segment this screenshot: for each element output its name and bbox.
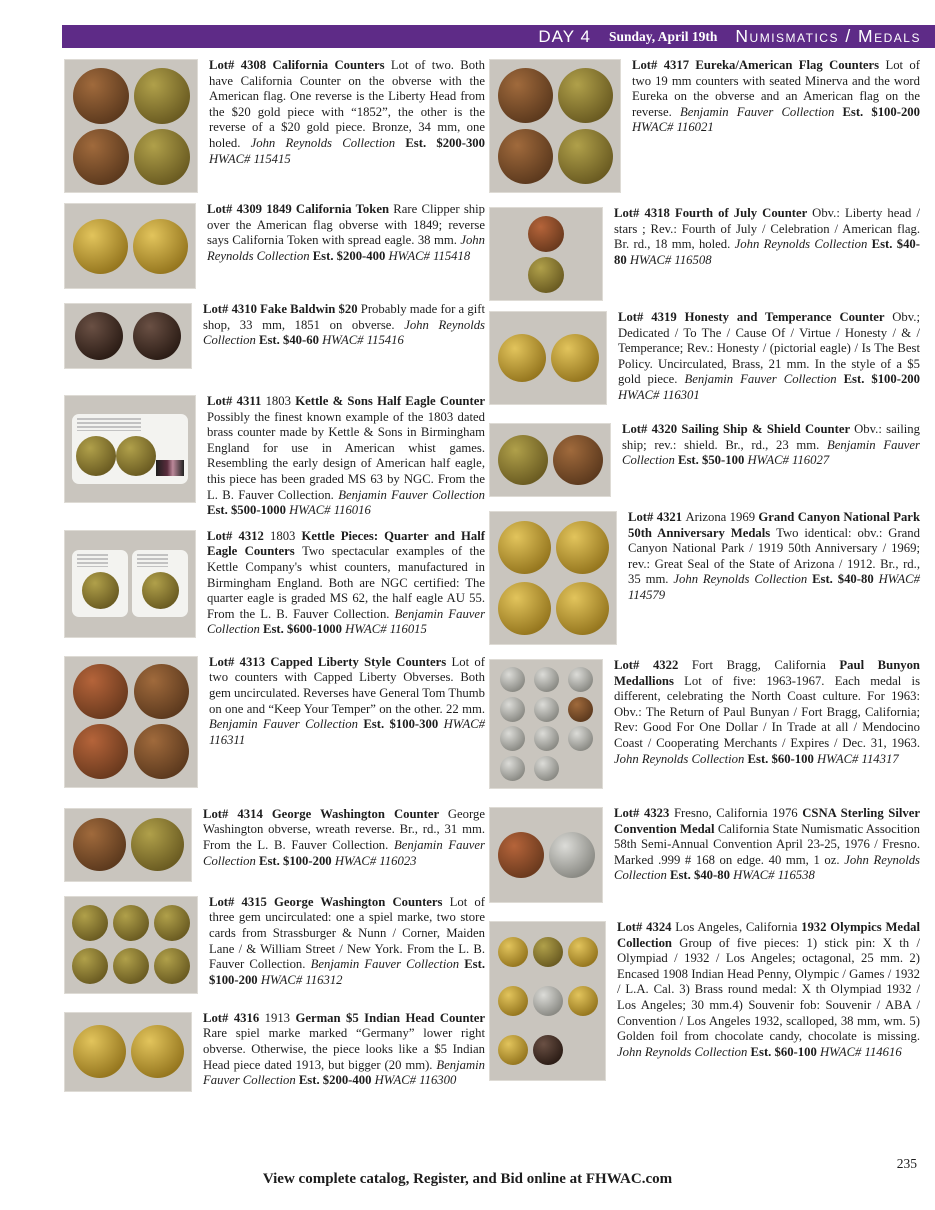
text-segment: Est. $600-1000 bbox=[263, 622, 346, 637]
page-number: 235 bbox=[896, 1156, 917, 1171]
text-segment: Lot of two counters with Capped Liberty Obverses. Both gem uncirculated. Reverses have General Tom Thumb on one and “Keep Your Temper” on the other. 22 mm. bbox=[209, 654, 485, 716]
text-segment: Est. $40-80 bbox=[670, 868, 734, 883]
lot-4308 bbox=[65, 58, 485, 196]
lot-4320-photo bbox=[490, 424, 610, 496]
text-segment: Obv.; Dedicated / To The / Cause Of / Virtue / Honesty / & / Temperance; Rev.: Honesty / (pictorial eagle) / Is The Best Policy. Uncirculated, Brass, 21 mm. In the style of a $5 gold piece. bbox=[618, 310, 920, 387]
text-segment: Est. $100-200 bbox=[842, 104, 920, 119]
silver-coin-icon bbox=[500, 667, 525, 692]
text-segment: Est. $60-100 bbox=[750, 1044, 820, 1059]
text-segment: Fort Bragg, California bbox=[691, 658, 840, 672]
text-segment: Arizona 1969 bbox=[685, 510, 759, 524]
text-segment: Lot# 4311 bbox=[207, 394, 266, 408]
bronze-coin-icon bbox=[73, 129, 129, 185]
olive-coin-icon bbox=[113, 948, 149, 984]
text-segment: John Reynolds Collection bbox=[250, 135, 406, 150]
text-segment: Lot of five: 1963-1967. Each medal is different, celebrating the North Coast culture. For 1963: Obv.: The Return of Paul Bunyan / Fort Bragg, California; Rev: Good For One Dollar / In Trade at all / Mendocino Coast / Cooperating Merchants / Expires / Dec. 31, 1963. bbox=[614, 673, 921, 750]
gold-coin-icon bbox=[73, 1025, 126, 1078]
column-left bbox=[65, 58, 485, 1095]
text-segment: Paul Bunyon Medallions bbox=[614, 658, 920, 688]
text-segment: Lot# 4321 bbox=[628, 510, 686, 524]
lot-4316 bbox=[65, 1011, 485, 1095]
text-segment: John Reynolds Collection bbox=[203, 317, 485, 348]
olive-coin-icon bbox=[72, 905, 108, 941]
text-segment: Est. $40-80 bbox=[812, 572, 879, 587]
bronze-coin-icon bbox=[498, 129, 553, 184]
olive-coin-icon bbox=[113, 905, 149, 941]
lot-4323-photo bbox=[490, 808, 602, 902]
olive-coin-icon bbox=[498, 435, 548, 485]
lot-4317-photo bbox=[490, 60, 620, 192]
gold-coin-icon bbox=[556, 582, 609, 635]
gold-coin-icon bbox=[498, 582, 551, 635]
olive-coin-icon bbox=[154, 948, 190, 984]
gold-coin-icon bbox=[498, 986, 528, 1016]
text-segment: Rare Clipper ship over the American flag obverse with 1849; reverse says California Token with spread eagle. 38 mm. bbox=[207, 202, 485, 248]
bronze-coin-icon bbox=[73, 818, 126, 871]
olive-coin-icon bbox=[82, 572, 119, 609]
olive-coin-icon bbox=[558, 129, 613, 184]
olive-coin-icon bbox=[142, 572, 179, 609]
text-segment: Lot# 4314 George Washington Counter bbox=[203, 806, 448, 821]
text-segment: HWAC# 116021 bbox=[632, 120, 714, 135]
gold-coin-icon bbox=[131, 1025, 184, 1078]
text-segment: HWAC# 116311 bbox=[209, 717, 485, 747]
silver-coin-icon bbox=[500, 756, 525, 781]
lot-4317 bbox=[490, 58, 920, 196]
text-segment: Kettle Pieces: Quarter and Half Eagle Counters bbox=[207, 528, 486, 559]
lot-4319 bbox=[490, 310, 920, 408]
footer-text: View complete catalog, Register, and Bid online at FHWAC.com bbox=[262, 1171, 673, 1187]
lot-4310-photo bbox=[65, 304, 191, 368]
gold-coin-icon bbox=[556, 521, 609, 574]
text-segment: Lot# 4316 bbox=[203, 1010, 265, 1025]
olive-coin-icon bbox=[528, 257, 564, 293]
text-segment: John Reynolds Collection bbox=[207, 233, 485, 263]
text-segment: Lot# 4319 Honesty and Temperance Counter bbox=[618, 310, 893, 324]
bronze-coin-icon bbox=[134, 664, 189, 719]
text-segment: Benjamin Fauver Collection bbox=[209, 717, 364, 732]
olive-coin-icon bbox=[134, 68, 190, 124]
text-segment: Lot# 4322 bbox=[614, 658, 692, 672]
text-segment: John Reynolds Collection bbox=[673, 572, 813, 587]
silver-coin-icon bbox=[500, 726, 525, 751]
lot-4312-photo bbox=[65, 531, 195, 637]
text-segment: Benjamin Fauver Collection bbox=[622, 437, 920, 468]
gold-coin-icon bbox=[498, 334, 546, 382]
copper-coin-icon bbox=[73, 664, 128, 719]
gold-coin-icon bbox=[133, 219, 188, 274]
text-segment: Lot# 4308 California Counters bbox=[209, 58, 391, 72]
text-segment: Benjamin Fauver Collection bbox=[207, 606, 486, 637]
text-segment: HWAC# 116538 bbox=[733, 868, 815, 883]
text-segment: Lot# 4317 Eureka/American Flag Counters bbox=[632, 58, 886, 72]
text-segment: Benjamin Fauver Collection bbox=[203, 837, 485, 868]
silver-coin-icon bbox=[534, 726, 559, 751]
olive-coin-icon bbox=[116, 436, 156, 476]
lot-4310 bbox=[65, 302, 485, 372]
text-segment: John Reynolds Collection bbox=[734, 237, 872, 252]
lot-4321 bbox=[490, 510, 920, 648]
silver-coin-icon bbox=[534, 756, 559, 781]
text-segment: Benjamin Fauver Collection bbox=[310, 957, 465, 972]
text-segment: Lot# 4315 George Washington Counters bbox=[209, 894, 450, 909]
text-segment: Est. $100-200 bbox=[259, 853, 335, 868]
lot-4313-photo bbox=[65, 657, 197, 787]
lot-4321-photo bbox=[490, 512, 616, 644]
text-segment: George Washington obverse, wreath reverse. Br., rd., 31 mm. From the L. B. Fauver Collection. bbox=[203, 806, 485, 852]
content-columns bbox=[65, 58, 920, 1095]
lot-4318 bbox=[490, 206, 920, 304]
column-right bbox=[490, 58, 920, 1095]
text-segment: Est. $500-1000 bbox=[207, 503, 290, 518]
text-segment: John Reynolds Collection bbox=[614, 852, 920, 883]
ngc-slab bbox=[72, 550, 128, 617]
section-label: Numismatics / Medals bbox=[735, 26, 921, 46]
text-segment: HWAC# 114317 bbox=[816, 751, 899, 766]
text-segment: Lot# 4313 Capped Liberty Style Counters bbox=[209, 654, 452, 669]
gold-coin-icon bbox=[73, 219, 128, 274]
silver-coin-icon bbox=[568, 667, 593, 692]
lot-4315 bbox=[65, 895, 485, 997]
text-segment: HWAC# 116312 bbox=[260, 972, 343, 987]
lot-4311 bbox=[65, 394, 485, 519]
text-segment: Lot# 4310 Fake Baldwin $20 bbox=[203, 302, 361, 316]
text-segment: Lot# 4318 Fourth of July Counter bbox=[614, 206, 813, 220]
text-segment: Los Angeles, California bbox=[675, 920, 802, 934]
text-segment: Probably made for a gift shop, 33 mm, 1851 on obverse. bbox=[203, 302, 485, 332]
gold-coin-icon bbox=[498, 521, 551, 574]
text-segment: HWAC# 114579 bbox=[628, 572, 920, 602]
silver-coin-icon bbox=[549, 832, 595, 878]
olive-coin-icon bbox=[558, 68, 613, 123]
lot-4311-photo bbox=[65, 396, 195, 502]
text-segment: German $5 Indian Head Counter bbox=[295, 1010, 486, 1025]
text-segment: Benjamin Fauver Collection bbox=[203, 1057, 485, 1088]
olive-coin-icon bbox=[72, 948, 108, 984]
ngc-slab bbox=[72, 414, 188, 484]
gold-coin-icon bbox=[498, 1035, 528, 1065]
lot-4324-photo bbox=[490, 922, 605, 1080]
text-segment: California State Numismatic Assocition 58th Semi-Annual Convention April 23-25, 1976 / Fresno. Marked .999 # 168 on edge. 40 mm, 1 oz. bbox=[614, 821, 920, 867]
text-segment: 1803 bbox=[265, 394, 296, 408]
text-segment: Group of five pieces: 1) stick pin: X th / Olympiad / 1932 / Los Angeles; octagonal, 25 mm. 2) Encased 1908 Indian Head Penny, Olympic / Games / 1932 / L.A. Cal. 3) Brass round medal: X th Olympiad 1932 / Los Angeles; 30 mm.4) Souvenir fob: Souvenir / ABA / Convention / Los Angeles 1932, scalloped, 38 mm, wm. 5) Golden foil from chocolate candy, chocolate is missing. bbox=[617, 935, 920, 1044]
silver-coin-icon bbox=[533, 986, 563, 1016]
text-segment: 1932 Olympics Medal Collection bbox=[617, 920, 920, 950]
text-segment: Est. $100-200 bbox=[843, 372, 920, 387]
lot-4309-photo bbox=[65, 204, 195, 288]
text-segment: Two spectacular examples of the Kettle Company's whist counters, manufactured in Birmingham England. Both are NGC certified: The quarter eagle is graded MS 62, the half eagle AU 55. From the L. B. Fauver Collection. bbox=[207, 544, 485, 621]
olive-coin-icon bbox=[131, 818, 184, 871]
text-segment: Obv.: Liberty head / stars ; Rev.: Fourth of July / Celebration / American flag. Br. rd., 18 mm, holed. bbox=[614, 206, 921, 252]
text-segment: Lot of two. Both have California Counter on the obverse with the American flag. One reverse is the Liberty Head from the $20 gold piece with “1852”, the other is the reverse of a $20 gold piece. Bronze, 34 mm, one holed. bbox=[209, 58, 485, 150]
text-segment: HWAC# 115418 bbox=[388, 248, 471, 263]
olive-coin-icon bbox=[533, 937, 563, 967]
text-segment: Two identical: obv.: Grand Canyon National Park / 1919 50th Anniversary / 1969; rev.: Great Seal of the State of Arizona / 1912. Br., rd., 35 mm. bbox=[628, 525, 920, 587]
text-segment: HWAC# 116016 bbox=[289, 503, 371, 518]
lot-4323 bbox=[490, 806, 920, 906]
lot-4322 bbox=[490, 658, 920, 792]
text-segment: Benjamin Fauver Collection bbox=[338, 487, 485, 502]
copper-coin-icon bbox=[498, 832, 544, 878]
lot-4316-photo bbox=[65, 1013, 191, 1091]
text-segment: Est. $60-100 bbox=[747, 751, 817, 766]
silver-coin-icon bbox=[534, 667, 559, 692]
text-segment: Lot# 4323 bbox=[614, 806, 674, 820]
gold-coin-icon bbox=[498, 937, 528, 967]
dark-coin-icon bbox=[133, 312, 181, 360]
text-segment: Est. $200-300 bbox=[405, 135, 485, 150]
dark-coin-icon bbox=[75, 312, 123, 360]
text-segment: Est. $200-400 bbox=[298, 1073, 375, 1088]
lot-4320 bbox=[490, 422, 920, 500]
text-segment: Est. $100-200 bbox=[209, 957, 485, 987]
text-segment: HWAC# 115416 bbox=[322, 333, 404, 348]
text-segment: Est. $200-400 bbox=[312, 248, 389, 263]
text-segment: CSNA Sterling Silver Convention Medal bbox=[614, 806, 920, 836]
text-segment: Est. $40-80 bbox=[614, 237, 920, 267]
text-segment: HWAC# 116300 bbox=[374, 1073, 457, 1088]
text-segment: Obv.: sailing ship; rev.: shield. Br., rd., 23 mm. bbox=[622, 422, 920, 452]
lot-4318-photo bbox=[490, 208, 602, 300]
lot-4314-photo bbox=[65, 809, 191, 881]
day-label: DAY 4 bbox=[538, 26, 591, 46]
text-segment: Fresno, California 1976 bbox=[673, 806, 803, 820]
text-segment: Lot# 4320 Sailing Ship & Shield Counter bbox=[622, 422, 855, 436]
lot-4314 bbox=[65, 807, 485, 885]
lot-4319-photo bbox=[490, 312, 606, 404]
text-segment: HWAC# 114616 bbox=[819, 1044, 902, 1059]
text-segment: HWAC# 116027 bbox=[747, 453, 830, 468]
lot-4324 bbox=[490, 920, 920, 1084]
text-segment: HWAC# 116508 bbox=[629, 252, 712, 267]
bronze-coin-icon bbox=[73, 68, 129, 124]
text-segment: Lot of two 19 mm counters with seated Minerva and the word Eureka on the obverse and an American flag on the reverse. bbox=[632, 58, 920, 119]
lot-4313 bbox=[65, 655, 485, 791]
text-segment: Est. $40-60 bbox=[259, 333, 323, 348]
text-segment: Benjamin Fauver Collection bbox=[684, 372, 844, 387]
gold-coin-icon bbox=[551, 334, 599, 382]
olive-coin-icon bbox=[134, 129, 190, 185]
text-segment: HWAC# 116301 bbox=[618, 387, 700, 402]
olive-coin-icon bbox=[154, 905, 190, 941]
grading-chip bbox=[156, 460, 184, 476]
bronze-coin-icon bbox=[498, 68, 553, 123]
bronze-coin-icon bbox=[568, 697, 593, 722]
text-segment: Kettle & Sons Half Eagle Counter bbox=[295, 394, 485, 408]
ngc-slab bbox=[132, 550, 188, 617]
copper-coin-icon bbox=[528, 216, 564, 252]
lot-4308-photo bbox=[65, 60, 197, 192]
slab-label bbox=[77, 418, 141, 431]
text-segment: HWAC# 116023 bbox=[334, 853, 417, 868]
silver-coin-icon bbox=[500, 697, 525, 722]
text-segment: 1913 bbox=[264, 1010, 296, 1025]
gold-coin-icon bbox=[568, 986, 598, 1016]
slab-label bbox=[77, 554, 108, 567]
text-segment: Grand Canyon National Park 50th Anniversary Medals bbox=[628, 510, 920, 540]
text-segment: Rare spiel marke marked “Germany” lower right obverse. Otherwise, the piece looks like a $5 Indian Head piece dated 1913, but bigger (20 mm). bbox=[203, 1026, 485, 1072]
date-label: Sunday, April 19th bbox=[608, 28, 718, 44]
text-segment: Est. $50-100 bbox=[678, 453, 748, 468]
copper-coin-icon bbox=[73, 724, 128, 779]
olive-coin-icon bbox=[76, 436, 116, 476]
silver-coin-icon bbox=[568, 726, 593, 751]
text-segment: Benjamin Fauver Collection bbox=[679, 104, 843, 119]
text-segment: HWAC# 116015 bbox=[345, 622, 427, 637]
text-segment: Lot of three gem uncirculated: one a spiel marke, two store cards from Strassburger & Nunn / Corner, Maiden Lane / & William Street / New York. From the L. B. Fauver Collection. bbox=[209, 894, 485, 972]
bronze-coin-icon bbox=[134, 724, 189, 779]
lot-4309 bbox=[65, 202, 485, 292]
slab-label bbox=[137, 554, 168, 567]
text-segment: John Reynolds Collection bbox=[614, 751, 748, 766]
text-segment: Est. $100-300 bbox=[363, 717, 444, 732]
silver-coin-icon bbox=[534, 697, 559, 722]
text-segment: John Reynolds Collection bbox=[617, 1044, 751, 1059]
lot-4315-photo bbox=[65, 897, 197, 993]
text-segment: 1803 bbox=[270, 528, 302, 543]
text-segment: Lot# 4324 bbox=[617, 920, 676, 934]
text-segment: Lot# 4309 1849 California Token bbox=[207, 202, 394, 216]
bronze-coin-icon bbox=[553, 435, 603, 485]
dark-coin-icon bbox=[533, 1035, 563, 1065]
lot-4312 bbox=[65, 529, 485, 641]
text-segment: Lot# 4312 bbox=[207, 528, 270, 543]
text-segment: HWAC# 115415 bbox=[209, 151, 291, 166]
header-bar bbox=[62, 25, 935, 48]
text-segment: Possibly the finest known example of the 1803 dated brass counter made by Kettle & Sons in Birmingham England for use in American whist games. Resembling the early design of American half eagle, this piece has been graded MS 63 by NGC. From the L. B. Fauver Collection. bbox=[207, 409, 485, 502]
lot-4322-photo bbox=[490, 660, 602, 788]
gold-coin-icon bbox=[568, 937, 598, 967]
